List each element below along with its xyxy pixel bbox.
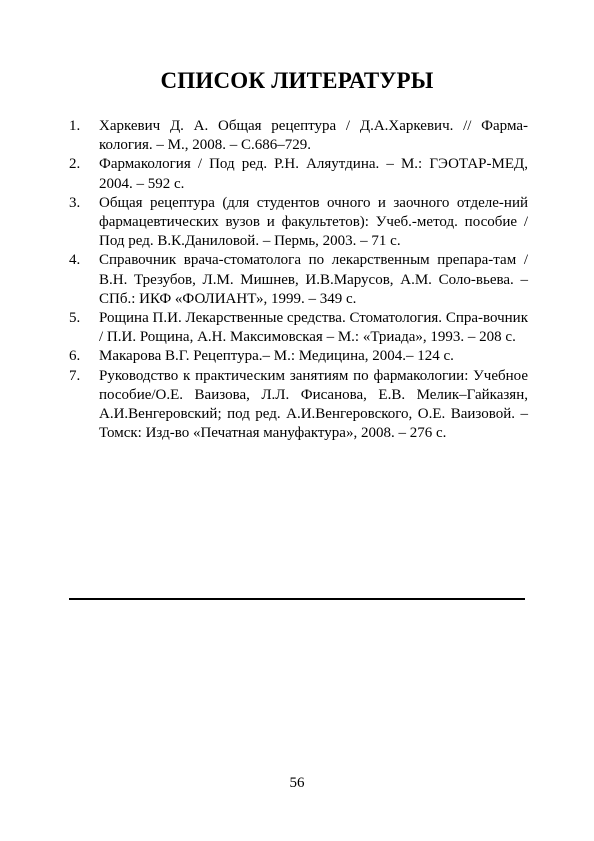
reference-number: 7. bbox=[69, 367, 81, 384]
reference-item bbox=[66, 251, 528, 309]
reference-number: 1. bbox=[69, 118, 81, 134]
reference-text: Общая рецептура (для студентов очного и заочного отделе-ний фармацевтических вузов и факультетов): Учеб.-метод. пособие / Под ред. В.К.Даниловой. – Пермь, 2003. – 71 с. bbox=[99, 194, 528, 250]
reference-item bbox=[66, 194, 528, 252]
reference-item bbox=[66, 367, 528, 444]
page-number: 56 bbox=[289, 775, 305, 791]
reference-text: Макарова В.Г. Рецептура.– М.: Медицина, 2004.– 124 с. bbox=[99, 348, 454, 365]
reference-text: Руководство к практическим занятиям по фармакологии: Учебное пособие/О.Е. Ваизова, Л.Л. Фисанова, Е.В. Мелик–Гайказян, А.И.Венгеровский; под ред. А.И.Венгеровского, О.Е. Ваизовой. – Томск: Изд-во «Печатная мануфактура», 2008. – 276 с. bbox=[99, 367, 528, 442]
reference-list bbox=[66, 117, 528, 443]
reference-number: 3. bbox=[69, 194, 81, 211]
page-title: СПИСОК ЛИТЕРАТУРЫ bbox=[160, 68, 434, 93]
reference-item bbox=[66, 347, 528, 366]
reference-text: Харкевич Д. А. Общая рецептура / Д.А.Харкевич. // Фарма-кология. – М., 2008. – С.686–729. bbox=[99, 118, 528, 154]
reference-item bbox=[66, 155, 528, 193]
reference-item bbox=[66, 117, 528, 155]
reference-item bbox=[66, 309, 528, 347]
reference-number: 4. bbox=[69, 252, 81, 269]
footer-divider bbox=[69, 598, 525, 600]
reference-number: 5. bbox=[69, 310, 81, 327]
reference-number: 6. bbox=[69, 348, 81, 365]
reference-text: Справочник врача-стоматолога по лекарственным препара-там / В.Н. Трезубов, Л.М. Мишнев, И.В.Марусов, А.М. Соло-вьева. – СПб.: ИКФ «ФОЛИАНТ», 1999. – 349 с. bbox=[99, 252, 528, 307]
reference-text: Фармакология / Под ред. Р.Н. Аляутдина. – М.: ГЭОТАР-МЕД, 2004. – 592 с. bbox=[99, 156, 528, 192]
reference-number: 2. bbox=[69, 156, 81, 173]
reference-text: Рощина П.И. Лекарственные средства. Стоматология. Спра-вочник / П.И. Рощина, А.Н. Максимовская – М.: «Триада», 1993. – 208 с. bbox=[99, 310, 528, 346]
